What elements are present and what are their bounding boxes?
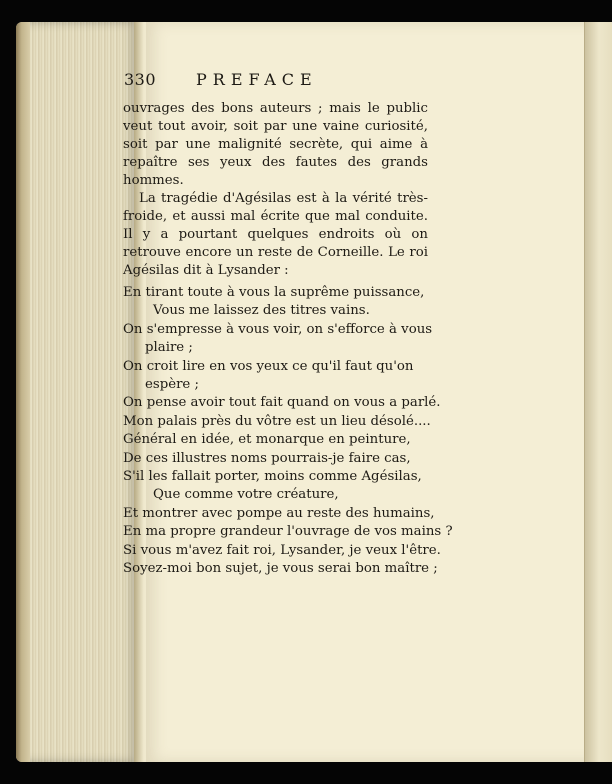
prose-line: Agésilas dit à Lysander :	[123, 263, 289, 278]
verse-line: En ma propre grandeur l'ouvrage de vos mains ?	[123, 524, 453, 540]
verse-line: On s'empresse à vous voir, on s'efforce à vous	[123, 321, 433, 337]
running-title: PREFACE	[196, 70, 318, 89]
verse-line: S'il les fallait porter, moins comme Agésilas,	[123, 469, 422, 485]
verse-line: espère ;	[145, 377, 200, 393]
prose-line: ouvrages des bons auteurs ; mais le public	[123, 101, 428, 116]
verse-line: Si vous m'avez fait roi, Lysander, je veux l'être.	[123, 542, 441, 558]
prose-line: Il y a pourtant quelques endroits où on	[123, 227, 428, 242]
prose-line: soit par une malignité secrète, qui aime à	[123, 137, 428, 152]
verse-line: En tirant toute à vous la suprême puissance,	[123, 285, 425, 300]
verse-line: Et montrer avec pompe au reste des humains,	[123, 505, 435, 521]
prose-line: La tragédie d'Agésilas est à la vérité très-	[139, 191, 428, 206]
prose-line: hommes.	[123, 173, 184, 188]
facing-page-edge	[584, 22, 612, 762]
prose-line: froide, et aussi mal écrite que mal conduite.	[123, 209, 428, 224]
prose-line: repaître ses yeux des fautes des grands	[123, 155, 428, 170]
verse-line: Mon palais près du vôtre est un lieu désolé....	[123, 413, 431, 429]
verse-line: On croit lire en vos yeux ce qu'il faut qu'on	[123, 358, 414, 374]
verse-line: Général en idée, et monarque en peinture,	[123, 432, 411, 448]
verse-line: plaire ;	[145, 340, 193, 356]
verse-line: Soyez-moi bon sujet, je vous serai bon maître ;	[123, 561, 438, 577]
prose-line: retrouve encore un reste de Corneille. Le roi	[123, 245, 428, 260]
prose-line: veut tout avoir, soit par une vaine curiosité,	[123, 119, 428, 134]
page-edges	[16, 22, 138, 762]
page-text	[123, 100, 453, 579]
page-header	[124, 70, 444, 94]
verse-line: Que comme votre créature,	[153, 487, 339, 503]
page-number: 330	[124, 70, 157, 89]
verse-quotation	[123, 284, 453, 579]
verse-line: Vous me laissez des titres vains.	[153, 303, 370, 319]
verse-line: De ces illustres noms pourrais-je faire cas,	[123, 450, 411, 466]
verse-line: On pense avoir tout fait quand on vous a parlé.	[123, 395, 441, 411]
